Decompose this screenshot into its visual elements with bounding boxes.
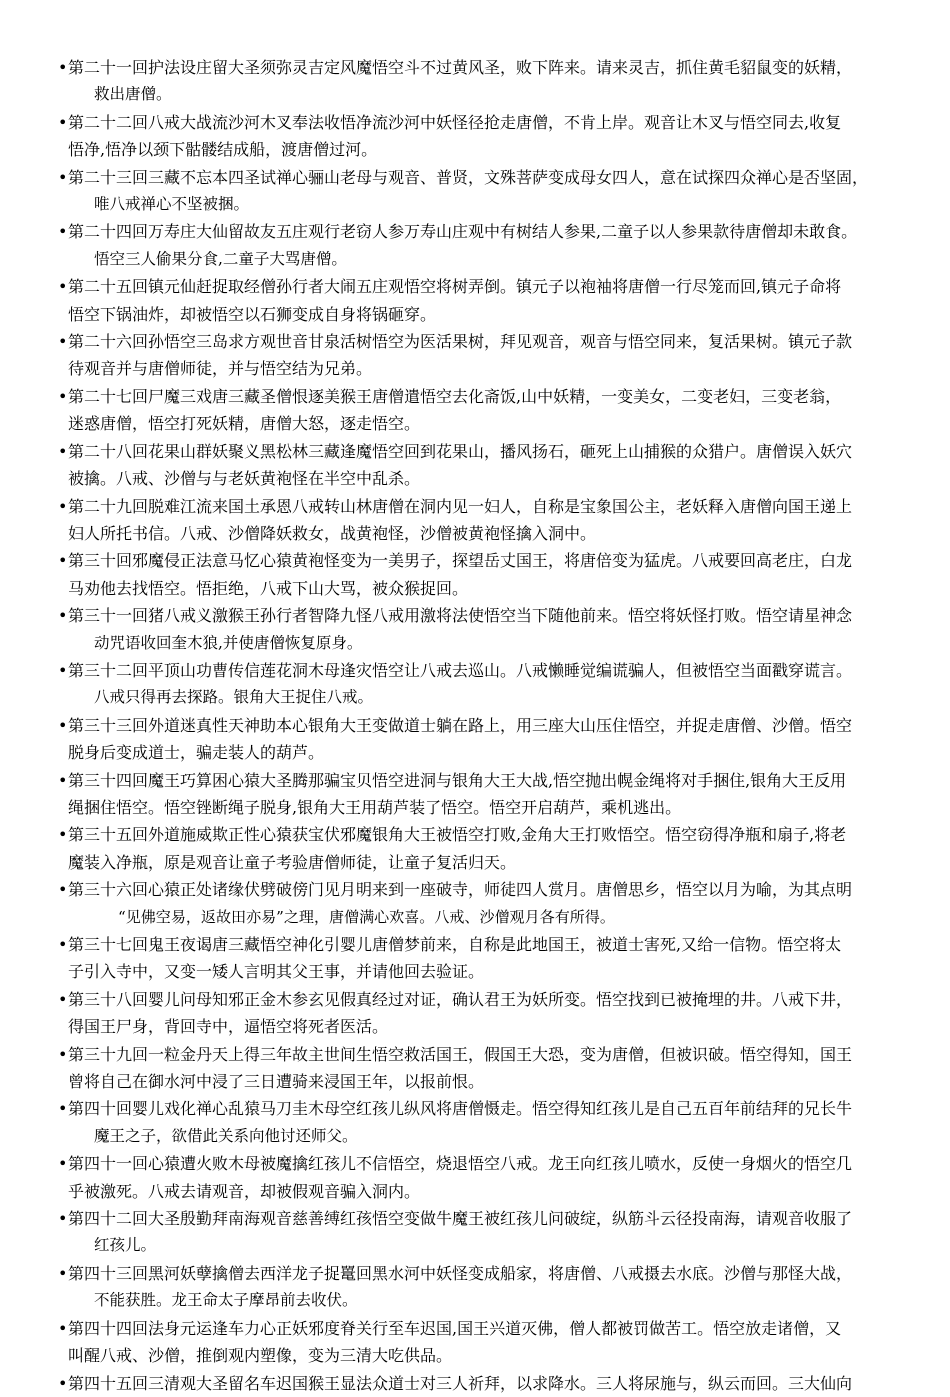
chapter-entry — [58, 164, 916, 219]
chapter-entry-line: 第三十五回外道施威欺正性心猿获宝伏邪魔银角大王被悟空打败,金角大王打败悟空。悟空窃得净瓶和扇子,将老 — [68, 825, 847, 845]
chapter-entry-line: 第四十三回黑河妖孽擒僧去西洋龙子捉鼍回黑水河中妖怪变成船家，将唐僧、八戒摄去水底。沙僧与那怪大战， — [68, 1263, 853, 1283]
bullet-icon: • — [58, 715, 68, 735]
document-page — [58, 54, 916, 1397]
chapter-entry — [58, 218, 916, 273]
chapter-entry — [58, 328, 916, 383]
chapter-entry-continuation: 被擒。八戒、沙僧与与老妖黄袍怪在半空中乱杀。 — [68, 469, 421, 489]
bullet-icon: • — [58, 1318, 68, 1338]
chapter-entry-line: 第四十二回大圣殷勤拜南海观音慈善缚红孩悟空变做牛魔王被红孩儿问破绽，纵筋斗云径投南海，请观音收服了 — [68, 1209, 853, 1229]
bullet-icon: • — [58, 606, 68, 626]
chapter-entry-line: 第四十一回心猿遭火败木母被魔擒红孩儿不信悟空，烧退悟空八戒。龙王向红孩儿喷水，反使一身烟火的悟空几 — [68, 1154, 853, 1174]
bullet-icon: • — [58, 1373, 68, 1393]
chapter-entry-line: 第二十九回脱难江流来国土承恩八戒转山林唐僧在洞内见一妇人，自称是宝象国公主，老妖释入唐僧向国王递上 — [68, 496, 853, 516]
chapter-entry-continuation: 红孩儿。 — [94, 1236, 157, 1255]
chapter-entry-line: 第二十八回花果山群妖聚义黑松林三藏逢魔悟空回到花果山，播风扬石，砸死上山捕猴的众猎户。唐僧误入妖穴 — [68, 441, 853, 461]
chapter-entry — [58, 1205, 916, 1260]
chapter-entry-line: 第三十八回婴儿问母知邪正金木参玄见假真经过对证，确认君王为妖所变。悟空找到已被掩埋的井。八戒下井， — [68, 989, 853, 1009]
chapter-entry-line: 第二十二回八戒大战流沙河木叉奉法收悟净流沙河中妖怪径抢走唐僧，不肯上岸。观音让木叉与悟空同去,收复 — [68, 112, 842, 132]
chapter-entry-continuation: 悟空三人偷果分食,二童子大骂唐僧。 — [94, 249, 347, 268]
bullet-icon: • — [58, 1209, 68, 1229]
chapter-entry-line: 第三十六回心猿正处诸缘伏劈破傍门见月明来到一座破寺，师徒四人赏月。唐僧思乡，悟空以月为喻，为其点明 — [68, 880, 853, 900]
chapter-entry-continuation: 绳捆住悟空。悟空锉断绳子脱身,银角大王用葫芦装了悟空。悟空开启葫芦，乘机逃出。 — [68, 797, 682, 817]
chapter-entry — [58, 547, 916, 602]
chapter-entry-continuation: 马劝他去找悟空。悟拒绝，八戒下山大骂，被众猴捉回。 — [68, 578, 469, 598]
bullet-icon: • — [58, 58, 68, 77]
chapter-entry — [58, 986, 916, 1041]
chapter-entry-continuation: 迷惑唐僧，悟空打死妖精，唐僧大怒，逐走悟空。 — [68, 414, 421, 434]
chapter-entry-continuation: 不能获胜。龙王命太子摩昂前去收伏。 — [94, 1291, 358, 1310]
chapter-entry-line: 第二十一回护法设庄留大圣须弥灵吉定风魔悟空斗不过黄风圣，败下阵来。请来灵吉，抓住黄毛貂鼠变的妖精， — [68, 58, 853, 77]
chapter-entry-line: 第二十五回镇元仙赶捉取经僧孙行者大闹五庄观悟空将树弄倒。镇元子以袍袖将唐僧一行尽笼而回,镇元子命将 — [68, 277, 842, 297]
chapter-entry-continuation: 叫醒八戒、沙僧，推倒观内塑像，变为三清大吃供品。 — [68, 1346, 453, 1366]
chapter-entry-line: 第三十三回外道迷真性天神助本心银角大王变做道士躺在路上，用三座大山压住悟空，并捉走唐僧、沙僧。悟空 — [68, 715, 853, 735]
chapter-entry-line: 第二十三回三藏不忘本四圣试禅心骊山老母与观音、普贤，文殊菩萨变成母女四人，意在试探四众禅心是否坚固， — [68, 167, 869, 187]
chapter-entry-continuation: 悟空下锅油炸，却被悟空以石狮变成自身将锅砸穿。 — [68, 304, 437, 324]
chapter-entry — [58, 1095, 916, 1150]
bullet-icon: • — [58, 112, 68, 132]
chapter-entry — [58, 602, 916, 657]
bullet-icon: • — [58, 1099, 68, 1119]
chapter-entry-line: 第三十九回一粒金丹天上得三年故主世间生悟空救活国王，假国王大恐，变为唐僧，但被识破。悟空得知，国王 — [68, 1044, 853, 1064]
chapter-entry-continuation: 待观音并与唐僧师徒，并与悟空结为兄弟。 — [68, 359, 373, 379]
chapter-entry-continuation: 妇人所托书信。八戒、沙僧降妖救女，战黄袍怪，沙僧被黄袍怪擒入洞中。 — [68, 523, 597, 543]
chapter-entry-continuation: 曾将自己在御水河中浸了三日遭骑来浸国王年，以报前恨。 — [68, 1072, 485, 1092]
chapter-entry-line: 第四十五回三清观大圣留名车迟国猴王显法众道士对三人祈拜，以求降水。三人将尿施与，纵云而回。三大仙向 — [68, 1373, 853, 1393]
chapter-entry-continuation: “见佛空易，返故田亦易”之理，唐僧满心欢喜。八戒、沙僧观月各有所得。 — [118, 907, 615, 926]
chapter-entry-line: 第四十四回法身元运逢车力心正妖邪度脊关行至车迟国,国王兴道灭佛，僧人都被罚做苦工。悟空放走诸僧，又 — [68, 1318, 842, 1338]
chapter-entry — [58, 1315, 916, 1370]
chapter-entry-line: 第三十七回鬼王夜谒唐三藏悟空神化引婴儿唐僧梦前来，自称是此地国王，被道士害死,又给一信物。悟空将太 — [68, 935, 842, 954]
bullet-icon: • — [58, 880, 68, 900]
chapter-entry-continuation: 得国王尸身，背回寺中，逼悟空将死者医活。 — [68, 1017, 389, 1037]
chapter-entry-continuation: 动咒语收回奎木狼,并使唐僧恢复原身。 — [94, 633, 363, 652]
chapter-entry-line: 第三十一回猪八戒义激猴王孙行者智降九怪八戒用激将法使悟空当下随他前来。悟空将妖怪打败。悟空请星神念 — [68, 606, 853, 626]
chapter-entry — [58, 1370, 916, 1397]
chapter-entry — [58, 1041, 916, 1096]
chapter-entry-continuation: 子引入寺中，又变一矮人言明其父王事，并请他回去验证。 — [68, 962, 485, 982]
chapter-entry — [58, 1260, 916, 1315]
bullet-icon: • — [58, 441, 68, 461]
chapter-entry-continuation: 魔装入净瓶，原是观音让童子考验唐僧师徒，让童子复活归天。 — [68, 852, 517, 872]
chapter-entry — [58, 657, 916, 712]
chapter-entry-line: 第三十回邪魔侵正法意马忆心猿黄袍怪变为一美男子，探望岳丈国王，将唐倍变为猛虎。八戒要回高老庄，白龙 — [68, 551, 853, 571]
chapter-entry-line: 第二十七回尸魔三戏唐三藏圣僧恨逐美猴王唐僧遣悟空去化斋饭,山中妖精，一变美女，二变老妇，三变老翁， — [68, 386, 842, 406]
chapter-entry-line: 第四十回婴儿戏化禅心乱猿马刀圭木母空红孩儿纵风将唐僧慑走。悟空得知红孩儿是自己五百年前结拜的兄长牛 — [68, 1099, 853, 1119]
chapter-entry — [58, 767, 916, 822]
bullet-icon: • — [58, 660, 68, 680]
chapter-entry — [58, 876, 916, 931]
chapter-entry-continuation: 脱身后变成道士，骗走装人的葫芦。 — [68, 743, 325, 763]
bullet-icon: • — [58, 1044, 68, 1064]
chapter-entry-line: 第三十四回魔王巧算困心猿大圣腾那骗宝贝悟空进洞与银角大王大战,悟空抛出幌金绳将对手捆住,银角大王反用 — [68, 770, 847, 790]
chapter-entry-line: 第三十二回平顶山功曹传信莲花洞木母逢灾悟空让八戒去巡山。八戒懒睡觉编谎骗人，但被悟空当面戳穿谎言。 — [68, 660, 853, 680]
chapter-entry-continuation: 悟净,悟净以颈下骷髅结成船，渡唐僧过河。 — [68, 140, 378, 160]
chapter-entry-line: 第二十四回万寿庄大仙留故友五庄观行老窃人参万寿山庄观中有树结人参果,二童子以人参果款待唐僧却未敢食。 — [68, 222, 858, 242]
bullet-icon: • — [58, 167, 68, 187]
bullet-icon: • — [58, 825, 68, 845]
chapter-entry — [58, 109, 916, 164]
chapter-entry — [58, 712, 916, 767]
chapter-entry-continuation: 魔王之子，欲借此关系向他讨还师父。 — [94, 1126, 358, 1145]
chapter-entry — [58, 821, 916, 876]
chapter-entry — [58, 1150, 916, 1205]
chapter-entry-continuation: 唯八戒禅心不坚被捆。 — [94, 195, 250, 214]
bullet-icon: • — [58, 222, 68, 242]
bullet-icon: • — [58, 551, 68, 571]
bullet-icon: • — [58, 496, 68, 516]
chapter-entry — [58, 931, 916, 986]
bullet-icon: • — [58, 770, 68, 790]
bullet-icon: • — [58, 935, 68, 954]
chapter-entry-continuation: 救出唐僧。 — [94, 85, 172, 104]
bullet-icon: • — [58, 1263, 68, 1283]
bullet-icon: • — [58, 277, 68, 297]
chapter-entry — [58, 383, 916, 438]
chapter-entry-continuation: 乎被激死。八戒去请观音，却被假观音骗入洞内。 — [68, 1181, 421, 1201]
bullet-icon: • — [58, 386, 68, 406]
bullet-icon: • — [58, 989, 68, 1009]
chapter-entry — [58, 438, 916, 493]
chapter-entry-line: 第二十六回孙悟空三岛求方观世音甘泉活树悟空为医活果树，拜见观音，观音与悟空同来，复活果树。镇元子款 — [68, 332, 853, 352]
bullet-icon: • — [58, 332, 68, 352]
chapter-entry — [58, 54, 916, 109]
chapter-entry — [58, 273, 916, 328]
chapter-entry-continuation: 八戒只得再去探路。银角大王捉住八戒。 — [94, 688, 374, 707]
chapter-entry — [58, 493, 916, 548]
bullet-icon: • — [58, 1154, 68, 1174]
